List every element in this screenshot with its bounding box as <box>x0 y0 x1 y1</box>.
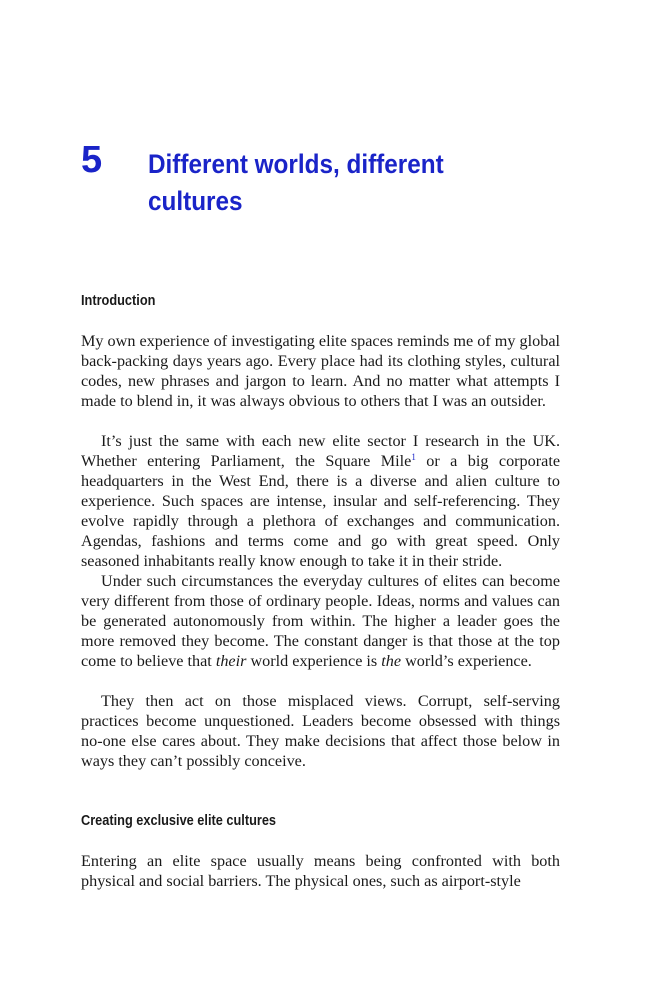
body-paragraph <box>81 571 560 671</box>
body-paragraph: My own experience of investigating elite spaces reminds me of my global back-packing days years ago. Every place had its clothing styles, cultural codes, new phrases and jargon to learn. And no matter what attempts I made to blend in, it was always obvious to others that I was an outsider. <box>81 332 560 410</box>
emphasis-text: the <box>381 652 402 670</box>
paragraph-text: Under such circumstances the everyday cultures of elites can become very different from those of ordinary people. Ideas, norms and values can be generated autonomously from within. The higher a leader goes the more removed they become. The constant danger is that those at the top come to believe that <box>81 572 560 670</box>
section-heading-introduction: Introduction <box>81 293 156 309</box>
footnote-marker[interactable]: 1 <box>411 452 416 462</box>
body-paragraph: Entering an elite space usually means being confronted with both physical and social barriers. The physical ones, such as airport-style <box>81 852 560 890</box>
section-heading-creating: Creating exclusive elite cultures <box>81 813 277 829</box>
paragraph-text: or a big corporate headquarters in the West End, there is a diverse and alien culture to experience. Such spaces are intense, insular and self-referencing. They evolve rapidly through a plethora of exchanges and communication. Agendas, fashions and terms come and go with great speed. Only seasoned inhabitants really know enough to take it in their stride. <box>81 452 560 570</box>
body-paragraph: They then act on those misplaced views. Corrupt, self-serving practices become unquestioned. Leaders become obsessed with things no-one else cares about. They make decisions that affect those below in ways they can’t possibly conceive. <box>81 692 560 770</box>
paragraph-text: world’s experience. <box>401 652 532 670</box>
body-paragraph <box>81 431 560 571</box>
chapter-title: Different worlds, different cultures <box>148 149 444 216</box>
chapter-number: 5 <box>81 139 103 181</box>
paragraph-text: It’s just the same with each new elite sector I research in the UK. Whether entering Parliament, the Square Mile <box>81 432 560 470</box>
emphasis-text: their <box>215 652 247 670</box>
paragraph-text: world experience is <box>246 652 382 670</box>
